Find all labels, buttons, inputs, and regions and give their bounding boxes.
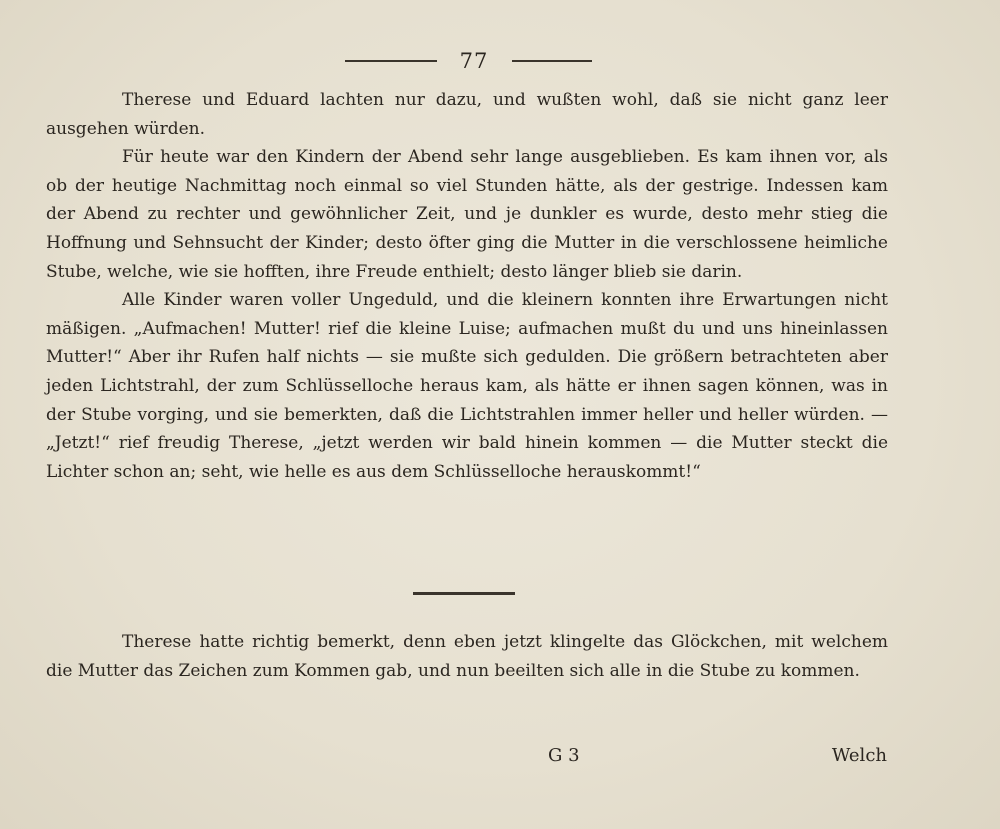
header-rule-left [345, 60, 437, 62]
catchword: Welch [831, 745, 887, 766]
section-divider [413, 592, 515, 595]
paragraph: Therese und Eduard lachten nur dazu, und wußten wohl, daß sie nicht ganz leer ausgehen würden. [46, 90, 888, 139]
page-number: 77 [459, 49, 489, 73]
text-block-lower [46, 628, 888, 685]
header-rule-right [512, 60, 592, 62]
paragraph: Für heute war den Kindern der Abend sehr lange ausgeblieben. Es kam ihnen vor, als ob der heutige Nachmittag noch einmal so viel Stunden hätte, als der gestrige. Indessen kam der Abend zu rechter und gewöhnlicher Zeit, und je dunkler es wurde, desto mehr stieg die Hoffnung und Sehnsucht der Kinder; desto öfter ging die Mutter in die verschlossene heimliche Stube, welche, wie sie hofften, ihre Freude enthielt; desto länger blieb sie darin. [46, 147, 888, 282]
page-header [0, 48, 1000, 74]
paragraph: Therese hatte richtig bemerkt, denn eben jetzt klingelte das Glöckchen, mit welchem die Mutter das Zeichen zum Kommen gab, und nun beeilten sich alle in die Stube zu kommen. [46, 632, 888, 681]
page-footer [0, 741, 1000, 771]
signature-mark: G 3 [548, 745, 580, 766]
text-block-upper [46, 86, 888, 486]
paragraph: Alle Kinder waren voller Ungeduld, und die kleinern konnten ihre Erwartungen nicht mäßigen. „Aufmachen! Mutter! rief die kleine Luise; aufmachen mußt du und uns hineinlassen Mutter!“ Aber ihr Rufen half nichts — sie mußte sich gedulden. Die größern betrachteten aber jeden Lichtstrahl, der zum Schlüsselloche heraus kam, als hätte er ihnen sagen können, was in der Stube vorging, und sie bemerkten, daß die Lichtstrahlen immer heller und heller würden. — „Jetzt!“ rief freudig Therese, „jetzt werden wir bald hinein kommen — die Mutter steckt die Lichter schon an; seht, wie helle es aus dem Schlüsselloche herauskommt!“ [46, 290, 888, 482]
